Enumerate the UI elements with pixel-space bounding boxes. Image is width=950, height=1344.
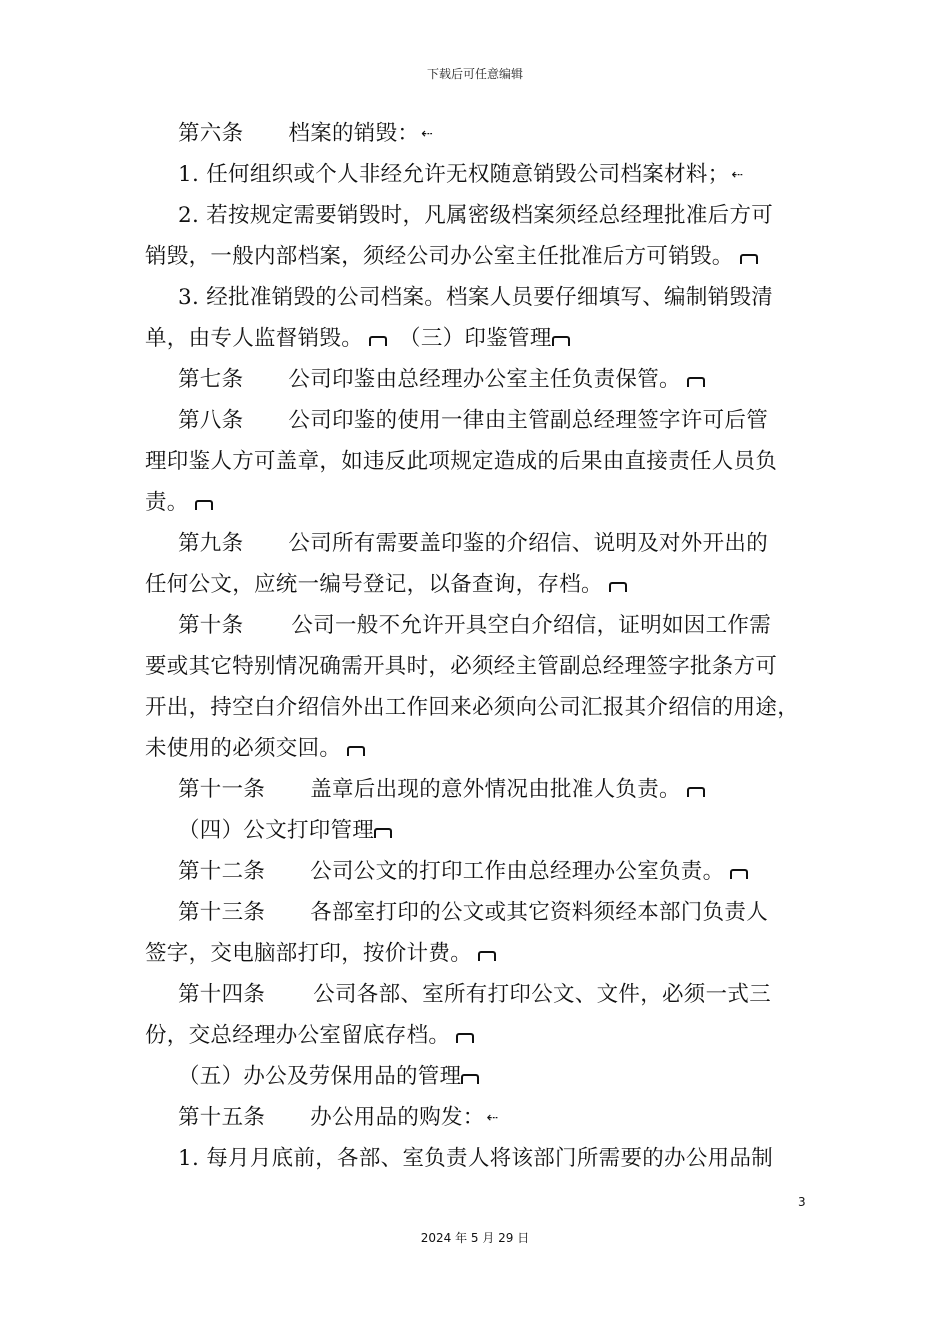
paragraph-text: 单，由专人监督销毁。 [145, 326, 364, 351]
article-text: 公司一般不允许开具空白介绍信，证明如因工作需 [291, 613, 772, 638]
article-text: 盖章后出现的意外情况由批准人负责。 [310, 777, 681, 802]
article-number: 第十三条 [178, 900, 266, 925]
line-break-arrow-icon: ⇠ [731, 167, 744, 183]
paragraph-mark-icon [195, 500, 213, 510]
page-header: 下载后可任意编辑 [426, 67, 523, 81]
text-line [145, 400, 815, 441]
text-line [145, 851, 815, 892]
text-line [145, 277, 815, 318]
article-number: 第十四条 [178, 982, 266, 1007]
paragraph-text: 责。 [145, 490, 189, 515]
text-line [145, 195, 815, 236]
article-number: 第十一条 [178, 777, 266, 802]
text-line [145, 523, 815, 564]
paragraph-text: 任何公文，应统一编号登记，以备查询，存档。 [145, 572, 603, 597]
paragraph-text: 要或其它特别情况确需开具时，必须经主管副总经理签字批条方可 [145, 654, 778, 679]
article-text: 公司所有需要盖印鉴的介绍信、说明及对外开出的 [288, 531, 769, 556]
paragraph-mark-icon [609, 582, 627, 592]
article-text: 档案的销毁： [288, 121, 420, 146]
line-break-arrow-icon: ⇠ [486, 1110, 499, 1126]
text-line [145, 974, 815, 1015]
article-text: 公司各部、室所有打印公文、文件，必须一式三 [313, 982, 772, 1007]
article-number: 第十条 [178, 613, 244, 638]
paragraph-mark-icon [347, 746, 365, 756]
text-line [145, 605, 815, 646]
text-line [145, 933, 815, 974]
paragraph-text: 开出，持空白介绍信外出工作回来必须向公司汇报其介绍信的用途， [145, 695, 800, 720]
article-number: 第七条 [178, 367, 244, 392]
text-line [145, 154, 815, 195]
paragraph-mark-icon [552, 336, 570, 346]
article-number: 第十五条 [178, 1105, 266, 1130]
paragraph-text: 2. 若按规定需要销毁时，凡属密级档案须经总经理批准后方可 [178, 203, 774, 228]
text-line [145, 359, 815, 400]
section-heading: （三）印鉴管理 [399, 326, 552, 351]
text-line [145, 1138, 815, 1179]
paragraph-text: 3. 经批准销毁的公司档案。档案人员要仔细填写、编制销毁清 [178, 285, 774, 310]
text-line [145, 318, 815, 359]
section-heading: （四）公文打印管理 [178, 818, 375, 843]
paragraph-mark-icon [456, 1033, 474, 1043]
section-heading: （五）办公及劳保用品的管理 [178, 1064, 462, 1089]
paragraph-text: 份，交总经理办公室留底存档。 [145, 1023, 451, 1048]
paragraph-mark-icon [687, 787, 705, 797]
text-line [145, 441, 815, 482]
text-line [145, 1015, 815, 1056]
text-line [145, 236, 815, 277]
text-line [145, 113, 815, 154]
footer-date: 2024 年 5 月 29 日 [420, 1231, 530, 1245]
paragraph-mark-icon [687, 377, 705, 387]
paragraph-text: 1. 每月月底前，各部、室负责人将该部门所需要的办公用品制 [178, 1146, 774, 1171]
page-number: 3 [798, 1195, 806, 1209]
article-text: 公司印鉴由总经理办公室主任负责保管。 [288, 367, 681, 392]
paragraph-mark-icon [461, 1074, 479, 1084]
article-text: 公司公文的打印工作由总经理办公室负责。 [310, 859, 725, 884]
paragraph-mark-icon [740, 254, 758, 264]
article-number: 第九条 [178, 531, 244, 556]
article-text: 公司印鉴的使用一律由主管副总经理签字许可后管 [288, 408, 769, 433]
article-number: 第十二条 [178, 859, 266, 884]
text-line [145, 564, 815, 605]
document-body [145, 113, 815, 1179]
article-number: 第六条 [178, 121, 244, 146]
paragraph-mark-icon [374, 828, 392, 838]
paragraph-text: 签字，交电脑部打印，按价计费。 [145, 941, 473, 966]
article-text: 各部室打印的公文或其它资料须经本部门负责人 [310, 900, 769, 925]
text-line [145, 1056, 815, 1097]
line-break-arrow-icon: ⇠ [421, 126, 434, 142]
text-line [145, 728, 815, 769]
article-text: 办公用品的购发： [310, 1105, 485, 1130]
text-line [145, 769, 815, 810]
paragraph-mark-icon [478, 951, 496, 961]
paragraph-text: 销毁，一般内部档案，须经公司办公室主任批准后方可销毁。 [145, 244, 734, 269]
text-line [145, 482, 815, 523]
paragraph-text: 理印鉴人方可盖章，如违反此项规定造成的后果由直接责任人员负 [145, 449, 778, 474]
text-line [145, 810, 815, 851]
paragraph-text: 1. 任何组织或个人非经允许无权随意销毁公司档案材料； [178, 162, 730, 187]
text-line [145, 1097, 815, 1138]
text-line [145, 646, 815, 687]
paragraph-text: 未使用的必须交回。 [145, 736, 342, 761]
paragraph-mark-icon [369, 336, 387, 346]
paragraph-mark-icon [730, 869, 748, 879]
text-line [145, 892, 815, 933]
text-line [145, 687, 815, 728]
article-number: 第八条 [178, 408, 244, 433]
